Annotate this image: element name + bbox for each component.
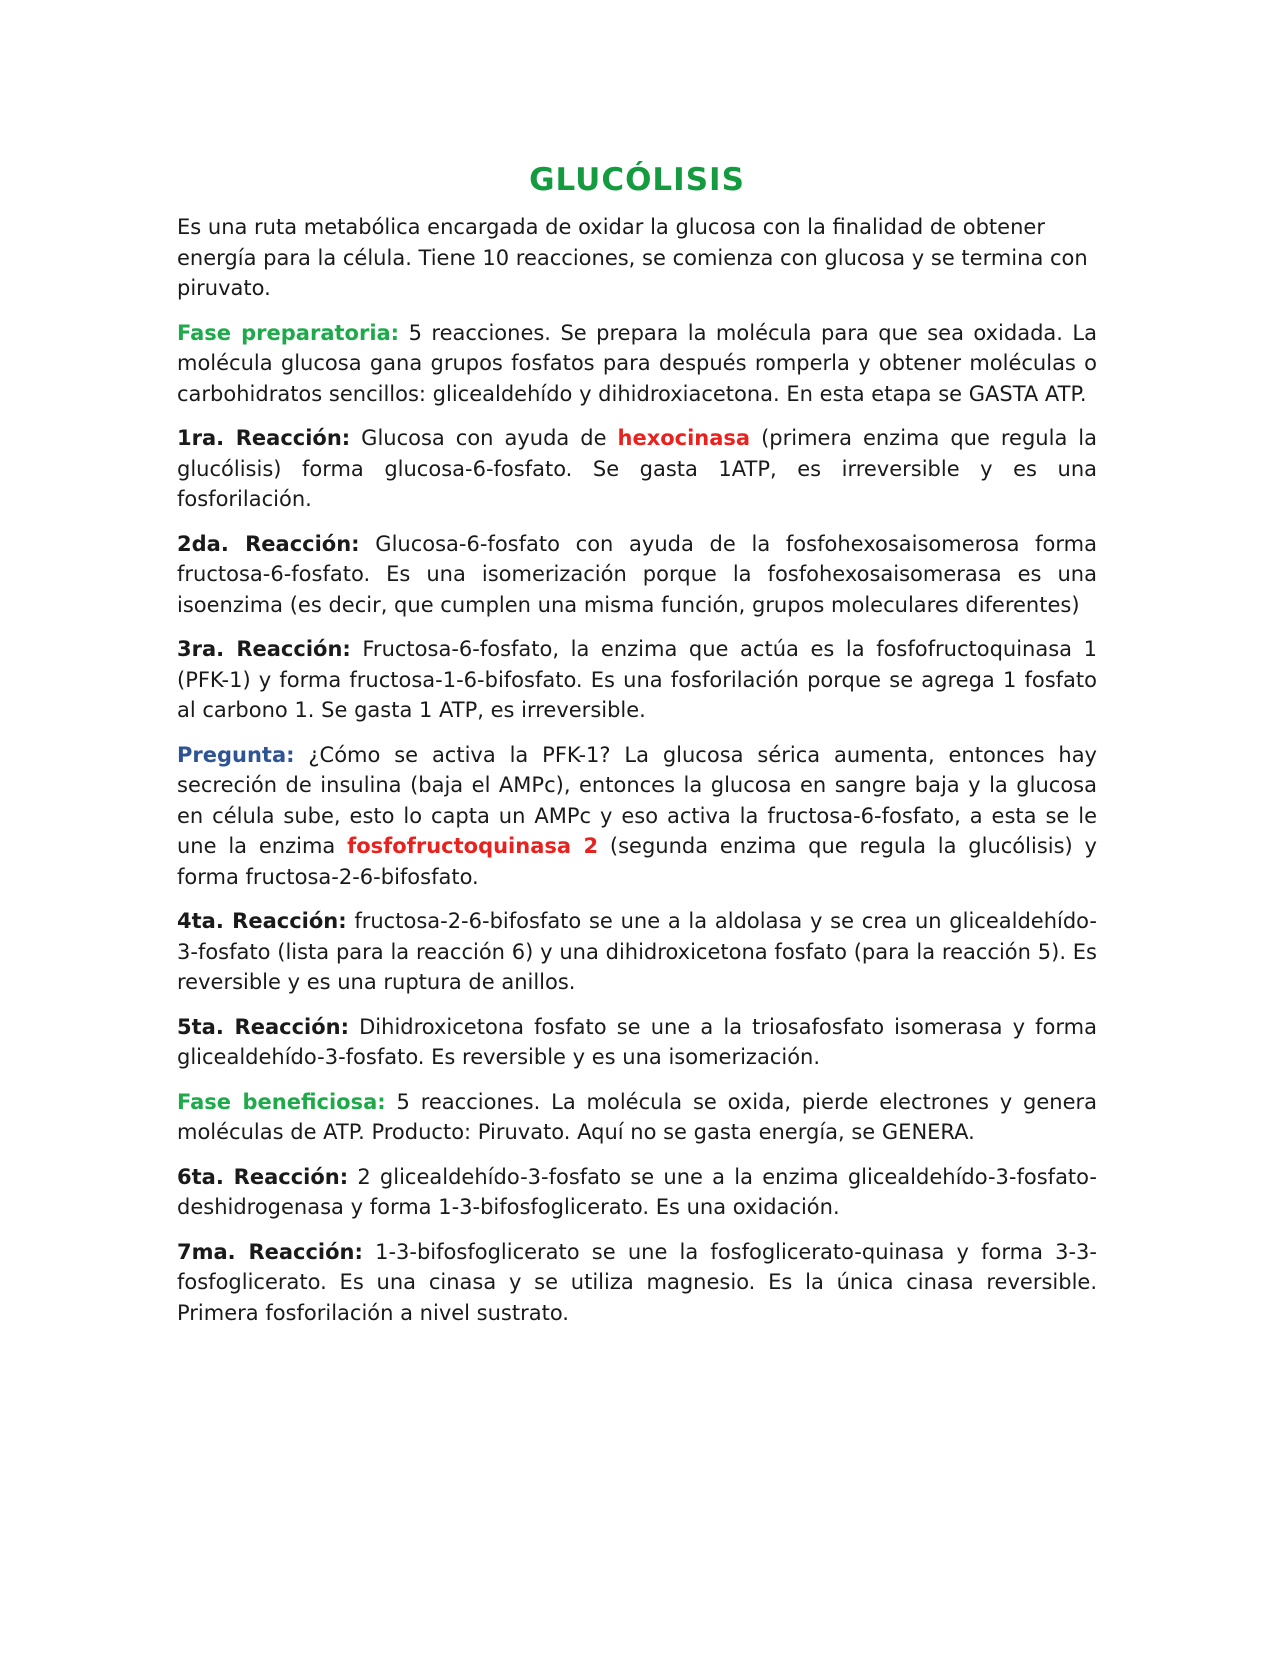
hexocinasa-highlight: hexocinasa bbox=[617, 426, 751, 450]
reaction-2-paragraph bbox=[177, 529, 1097, 621]
reaction-5-paragraph bbox=[177, 1012, 1097, 1073]
reaction-7-text: 1-3-bifosfoglicerato se une la fosfoglicerato-quinasa y forma 3-3-fosfoglicerato. Es una cinasa y se utiliza magnesio. Es la única cinasa reversible. Primera fosforilación a nivel sustrato. bbox=[177, 1239, 1097, 1325]
fase-preparatoria-label: Fase preparatoria: bbox=[177, 320, 400, 345]
reaction-3-paragraph bbox=[177, 634, 1097, 726]
fase-beneficiosa-text: 5 reacciones. La molécula se oxida, pierde electrones y genera moléculas de ATP. Producto: Piruvato. Aquí no se gasta energía, se GENERA. bbox=[177, 1089, 1098, 1144]
pregunta-label: Pregunta: bbox=[177, 742, 295, 767]
reaction-6-paragraph bbox=[177, 1162, 1097, 1223]
fase-preparatoria-paragraph bbox=[177, 318, 1097, 410]
reaction-6-label: 6ta. Reacción: bbox=[177, 1164, 349, 1189]
reaction-1-paragraph bbox=[177, 423, 1097, 515]
reaction-1-label: 1ra. Reacción: bbox=[177, 426, 351, 450]
reaction-1-text-b: (primera enzima que regula la glucólisis) forma glucosa-6-fosfato. Se gasta 1ATP, es irreversible y es una fosforilación. bbox=[177, 426, 1097, 511]
fosfofructoquinasa-2-highlight: fosfofructoquinasa 2 bbox=[347, 834, 599, 858]
fase-beneficiosa-paragraph bbox=[177, 1087, 1097, 1148]
document-title: glucólisis bbox=[529, 150, 745, 201]
reaction-4-label: 4ta. Reacción: bbox=[177, 909, 347, 933]
reaction-4-paragraph bbox=[177, 906, 1097, 998]
reaction-7-label: 7ma. Reacción: bbox=[177, 1239, 363, 1264]
fase-preparatoria-text: 5 reacciones. Se prepara la molécula para que sea oxidada. La molécula glucosa gana grupos fosfatos para después romperla y obtener moléculas o carbohidratos sencillos: glicealdehído y dihidroxiacetona. En esta etapa se GASTA ATP. bbox=[177, 320, 1097, 406]
pregunta-text-a: ¿Cómo se activa la PFK-1? La glucosa sérica aumenta, entonces hay secreción de insulina (baja el AMPc), entonces la glucosa en sangre baja y la glucosa en célula sube, esto lo capta un AMPc y eso activa la fructosa-6-fosfato, a esta se le une la enzima bbox=[177, 742, 1097, 858]
reaction-6-text: 2 glicealdehído-3-fosfato se une a la enzima glicealdehído-3-fosfato-deshidrogenasa y forma 1-3-bifosfoglicerato. Es una oxidación. bbox=[177, 1164, 1097, 1219]
pregunta-text-b: (segunda enzima que regula la glucólisis) y forma fructosa-2-6-bifosfato. bbox=[177, 834, 1097, 889]
reaction-3-label: 3ra. Reacción: bbox=[177, 637, 351, 661]
reaction-3-text: Fructosa-6-fosfato, la enzima que actúa es la fosfofructoquinasa 1 (PFK-1) y forma fructosa-1-6-bifosfato. Es una fosforilación porque se agrega 1 fosfato al carbono 1. Se gasta 1 ATP, es irreversible. bbox=[177, 637, 1097, 722]
intro-paragraph: Es una ruta metabólica encargada de oxidar la glucosa con la finalidad de obtener energía para la célula. Tiene 10 reacciones, se comienza con glucosa y se termina con piruvato. bbox=[177, 215, 1088, 300]
fase-beneficiosa-label: Fase beneficiosa: bbox=[177, 1089, 386, 1114]
reaction-4-text: fructosa-2-6-bifosfato se une a la aldolasa y se crea un glicealdehído-3-fosfato (lista para la reacción 6) y una dihidroxicetona fosfato (para la reacción 5). Es reversible y es una ruptura de anillos. bbox=[177, 909, 1097, 994]
reaction-2-label: 2da. Reacción: bbox=[177, 531, 360, 556]
pregunta-paragraph bbox=[177, 740, 1097, 893]
reaction-5-text: Dihidroxicetona fosfato se une a la triosafosfato isomerasa y forma glicealdehído-3-fosfato. Es reversible y es una isomerización. bbox=[177, 1014, 1097, 1069]
document-page bbox=[177, 148, 1097, 1342]
reaction-7-paragraph bbox=[177, 1237, 1097, 1329]
reaction-2-text: Glucosa-6-fosfato con ayuda de la fosfohexosaisomerosa forma fructosa-6-fosfato. Es una isomerización porque la fosfohexosaisomerasa es una isoenzima (es decir, que cumplen una misma función, grupos moleculares diferentes) bbox=[177, 531, 1097, 617]
reaction-1-text-a: Glucosa con ayuda de bbox=[350, 426, 618, 450]
reaction-5-label: 5ta. Reacción: bbox=[177, 1014, 350, 1039]
